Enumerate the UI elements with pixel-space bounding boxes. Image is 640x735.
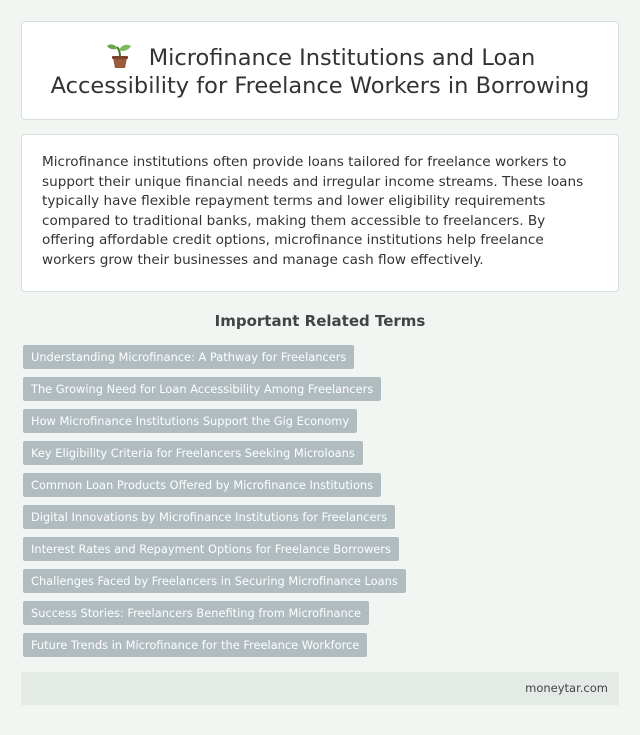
related-term-link[interactable]: Future Trends in Microfinance for the Freelance Workforce	[23, 633, 367, 657]
seedling-icon	[105, 41, 135, 69]
related-terms-list	[23, 345, 619, 665]
description-text: Microfinance institutions often provide loans tailored for freelance workers to support their unique financial needs and irregular income streams. These loans typically have flexible repayment terms and lower eligibility requirements compared to traditional banks, making them accessible to freelancers. By offering affordable credit options, microfinance institutions help freelance workers grow their businesses and manage cash flow effectively.	[42, 154, 584, 268]
related-term-link[interactable]: Key Eligibility Criteria for Freelancers Seeking Microloans	[23, 441, 363, 465]
related-term-link[interactable]: Digital Innovations by Microfinance Institutions for Freelancers	[23, 505, 395, 529]
related-term-link[interactable]: Challenges Faced by Freelancers in Securing Microfinance Loans	[23, 569, 406, 593]
page-title	[42, 41, 598, 100]
description-card	[21, 134, 619, 292]
related-term-link[interactable]: Understanding Microfinance: A Pathway for Freelancers	[23, 345, 354, 369]
related-term-link[interactable]: How Microfinance Institutions Support the Gig Economy	[23, 409, 357, 433]
footer	[21, 672, 619, 705]
related-term-link[interactable]: Common Loan Products Offered by Microfinance Institutions	[23, 473, 381, 497]
related-terms-heading: Important Related Terms	[214, 312, 426, 330]
title-card	[21, 21, 619, 120]
related-term-link[interactable]: Interest Rates and Repayment Options for Freelance Borrowers	[23, 537, 399, 561]
related-term-link[interactable]: The Growing Need for Loan Accessibility Among Freelancers	[23, 377, 381, 401]
related-term-link[interactable]: Success Stories: Freelancers Benefiting from Microfinance	[23, 601, 369, 625]
page-title-text: Microfinance Institutions and Loan Accessibility for Freelance Workers in Borrowing	[50, 45, 590, 99]
footer-site-link[interactable]: moneytar.com	[525, 681, 608, 695]
